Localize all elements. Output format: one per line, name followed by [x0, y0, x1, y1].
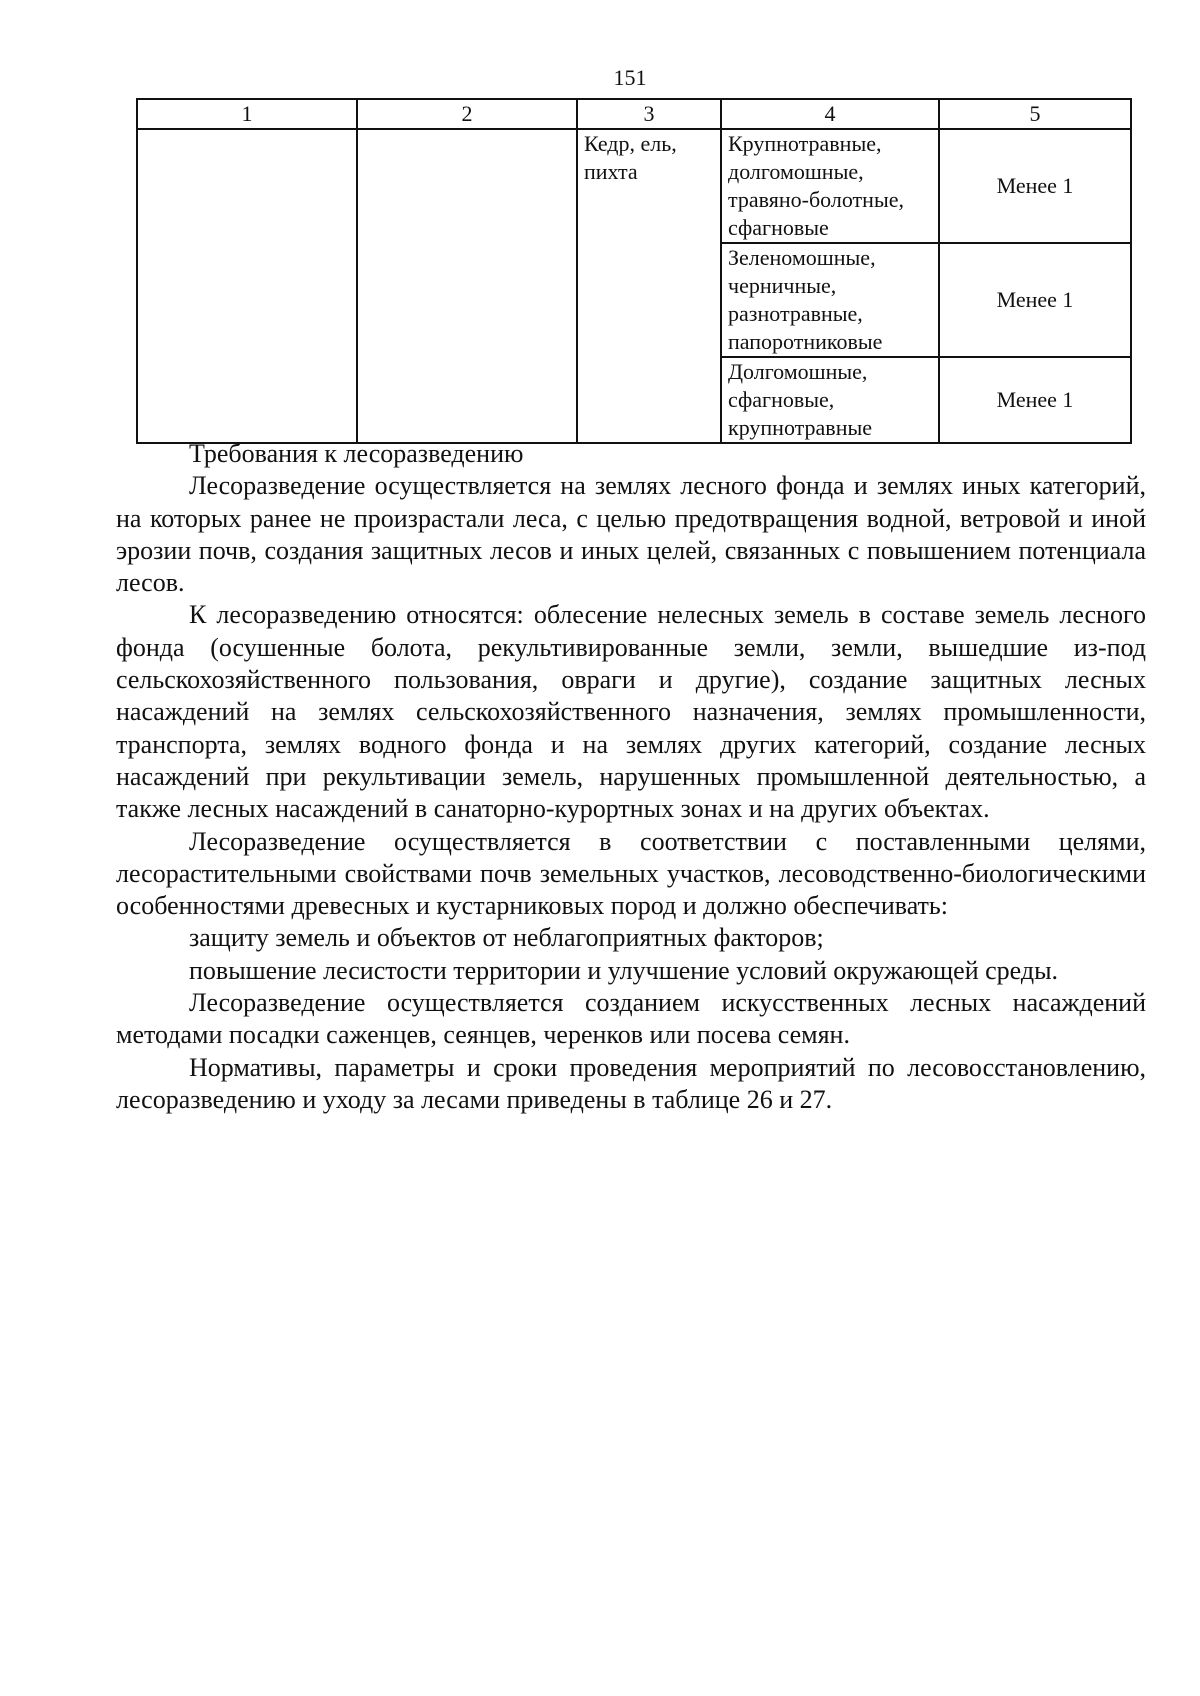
table-header-cell: 3: [577, 99, 721, 129]
table-cell-species: Кедр, ель, пихта: [577, 129, 721, 443]
table-cell-value: Менее 1: [939, 129, 1131, 243]
table-header-row: [137, 99, 1131, 129]
paragraph: повышение лесистости территории и улучшение условий окружающей среды.: [189, 955, 1059, 985]
table-cell-value: Менее 1: [939, 357, 1131, 443]
table-cell-forest-types: Долгомошные, сфагновые, крупнотравные: [721, 357, 939, 443]
paragraph: Нормативы, параметры и сроки проведения мероприятий по лесовосстановлению, лесоразведению и уходу за лесами приведены в таблице 26 и 27.: [116, 1052, 1146, 1114]
page-number: 151: [613, 65, 647, 90]
section-heading: Требования к лесоразведению: [189, 439, 524, 468]
paragraph: Лесоразведение осуществляется созданием искусственных лесных насаждений методами посадки саженцев, сеянцев, черенков или посева семян.: [116, 988, 1146, 1050]
table-row: [137, 129, 1131, 243]
table-header-cell: 5: [939, 99, 1131, 129]
table-cell-col2: [357, 129, 577, 443]
table-header-cell: 1: [137, 99, 357, 129]
table-cell-value: Менее 1: [939, 243, 1131, 357]
paragraph: Лесоразведение осуществляется на землях лесного фонда и землях иных категорий, на которых ранее не произрастали леса, с целью предотвращения водной, ветровой и иной эрозии почв, создания защитных лесов и иных целей, связанных с повышением потенциала лесов.: [116, 471, 1146, 598]
forest-types-table: [136, 98, 1132, 444]
paragraph: Лесоразведение осуществляется в соответствии с поставленными целями, лесорастительными свойствами почв земельных участков, лесоводственно-биологическими особенностями древесных и кустарниковых пород и должно обеспечивать:: [116, 826, 1146, 921]
body-text: [116, 438, 1146, 1116]
paragraph: защиту земель и объектов от неблагоприятных факторов;: [189, 923, 824, 953]
table-header-cell: 2: [357, 99, 577, 129]
table-cell-forest-types: Крупнотравные, долгомошные, травяно-болотные, сфагновые: [721, 129, 939, 243]
table-cell-col1: [137, 129, 357, 443]
paragraph: К лесоразведению относятся: облесение нелесных земель в составе земель лесного фонда (осушенные болота, рекультивированные земли, земли, вышедшие из-под сельскохозяйственного пользования, овраги и другие), создание защитных лесных насаждений на землях сельскохозяйственного назначения, землях промышленности, транспорта, землях водного фонда и на землях других категорий, создание лесных насаждений при рекультивации земель, нарушенных промышленной деятельностью, а также лесных насаждений в санаторно-курортных зонах и на других объектах.: [116, 600, 1146, 824]
table-cell-forest-types: Зеленомошные, черничные, разнотравные, папоротниковые: [721, 243, 939, 357]
table-header-cell: 4: [721, 99, 939, 129]
